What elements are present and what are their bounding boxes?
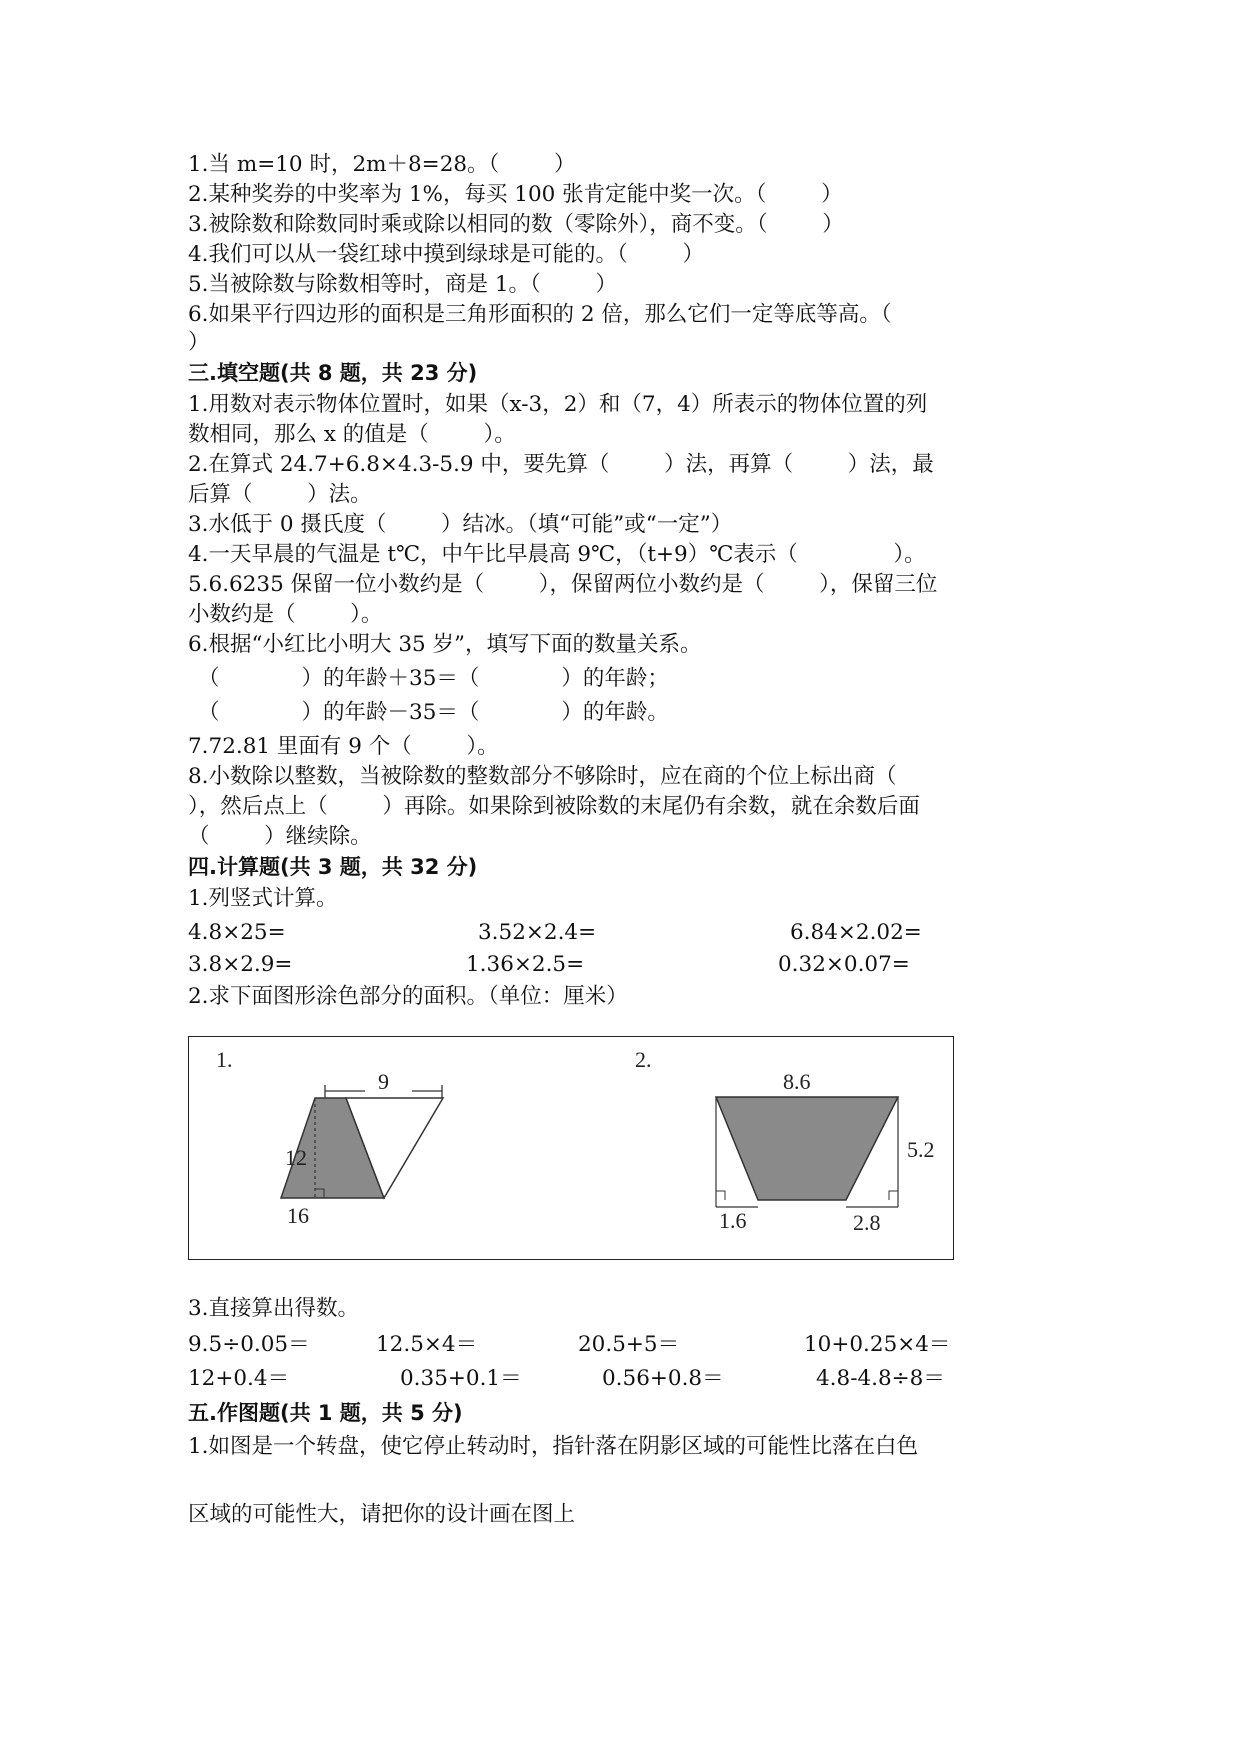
fill-line: 小数约是（ ）。 [188,602,383,627]
figure1-height-value: 12 [285,1145,307,1170]
fill-line: 3.水低于 0 摄氏度（ ）结冰。（填“可能”或“一定”） [188,512,733,537]
area-figure-box [188,1036,954,1260]
figure2-top-length: 8.6 [783,1069,811,1094]
figure2-label: 2. [635,1047,652,1072]
figure2-right-angle-left [716,1191,725,1200]
calc-item: 6.84×2.02= [790,920,922,945]
judgement-item-6-cont: ） [188,330,210,355]
mental-calc-item: 4.8-4.8÷8＝ [816,1366,945,1391]
fill-line: ），然后点上（ ）再除。如果除到被除数的末尾仍有余数，就在余数后面 [188,794,920,819]
fill-line: （ ）的年龄＋35＝（ ）的年龄； [198,666,669,691]
judgement-item-1: 1.当 m=10 时，2m＋8=28。（ ） [188,152,576,177]
calc-item: 4.8×25= [188,920,286,945]
judgement-item-5: 5.当被除数与除数相等时，商是 1。（ ） [188,272,617,297]
figure2-height-value: 5.2 [907,1137,935,1162]
calc-q1: 1.列竖式计算。 [188,886,338,911]
judgement-item-4: 4.我们可以从一袋红球中摸到绿球是可能的。（ ） [188,242,704,267]
figure1-label: 1. [216,1047,233,1072]
figure1-top-length: 9 [378,1069,389,1094]
figure2-right-offset: 2.8 [853,1210,881,1235]
fill-line: 2.在算式 24.7+6.8×4.3-5.9 中，要先算（ ）法，再算（ ）法，最 [188,452,934,477]
drawing-question-line2: 区域的可能性大，请把你的设计画在图上 [188,1502,576,1527]
fill-line: 6.根据“小红比小明大 35 岁”，填写下面的数量关系。 [188,632,702,657]
mental-calc-item: 0.56+0.8＝ [602,1366,724,1391]
section5-title: 五.作图题(共 1 题，共 5 分) [188,1401,463,1425]
drawing-question-line1: 1.如图是一个转盘，使它停止转动时，指针落在阴影区域的可能性比落在白色 [188,1434,919,1459]
judgement-item-3: 3.被除数和除数同时乘或除以相同的数（零除外），商不变。（ ） [188,212,844,237]
fill-line: 5.6.6235 保留一位小数约是（ ），保留两位小数约是（ ），保留三位 [188,572,938,597]
fill-line: 8.小数除以整数，当被除数的整数部分不够除时，应在商的个位上标出商（ [188,764,897,789]
mental-calc-item: 20.5+5＝ [578,1332,680,1357]
calc-item: 1.36×2.5= [466,952,585,977]
calc-item: 3.8×2.9= [188,952,293,977]
figure2-shaded-trapezoid [716,1097,898,1200]
fill-line: （ ）的年龄－35＝（ ）的年龄。 [198,700,669,725]
figure1-base-length: 16 [287,1203,309,1228]
calc-item: 3.52×2.4= [478,920,597,945]
fill-line: 数相同，那么 x 的值是（ ）。 [188,422,516,447]
judgement-item-6: 6.如果平行四边形的面积是三角形面积的 2 倍，那么它们一定等底等高。（ [188,302,892,327]
calc-q3: 3.直接算出得数。 [188,1296,360,1321]
judgement-item-2: 2.某种奖券的中奖率为 1%，每买 100 张肯定能中奖一次。（ ） [188,182,843,207]
figure2-right-angle-right [889,1191,898,1200]
section3-title: 三.填空题(共 8 题，共 23 分) [188,361,478,385]
mental-calc-item: 0.35+0.1＝ [400,1366,522,1391]
mental-calc-item: 10+0.25×4＝ [804,1332,951,1357]
fill-line: 4.一天早晨的气温是 t℃，中午比早晨高 9℃，（t+9）℃表示（ ）。 [188,542,926,567]
fill-line: 7.72.81 里面有 9 个（ ）。 [188,734,499,759]
mental-calc-item: 12.5×4＝ [376,1332,478,1357]
fill-line: 1.用数对表示物体位置时，如果（x-3，2）和（7，4）所表示的物体位置的列 [188,392,928,417]
fill-line: 后算（ ）法。 [188,482,372,507]
section4-title: 四.计算题(共 3 题，共 32 分) [188,855,478,879]
calc-q2: 2.求下面图形涂色部分的面积。（单位：厘米） [188,984,628,1009]
area-figures [189,1037,955,1261]
fill-line: （ ）继续除。 [188,824,372,849]
mental-calc-item: 9.5÷0.05＝ [188,1332,310,1357]
mental-calc-item: 12+0.4＝ [188,1366,290,1391]
figure2-left-offset: 1.6 [719,1208,747,1233]
calc-item: 0.32×0.07= [778,952,910,977]
